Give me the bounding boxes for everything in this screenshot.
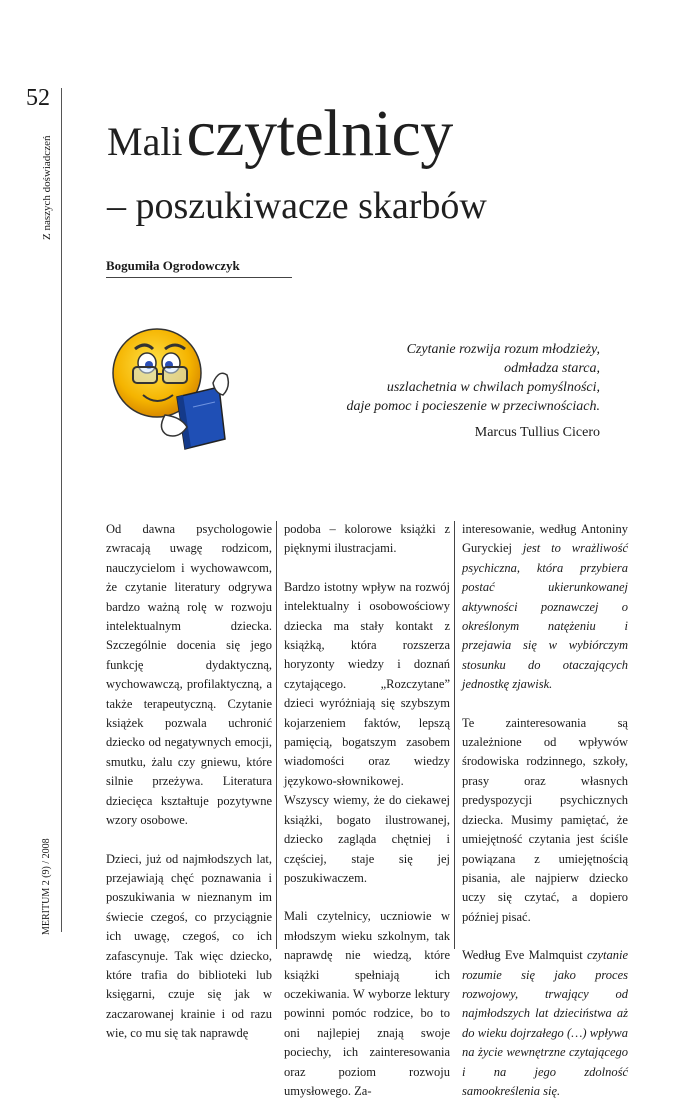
epigraph-line: odmładza starca, <box>504 361 600 376</box>
paragraph: Dzieci, już od najmłodszych lat, przejawiają chęć poznawania i poszukiwania w nieznanym im świecie czegoś, co przyciągnie ich uwagę, czegoś, co ich zafascynuje. Tak więc dziecko, które trafia do biblioteki lub księgarni, czuje się jak w zaczarowanej krainie i od razu wie, co mu się tak naprawdę <box>106 851 272 1041</box>
column-1 <box>106 520 272 1063</box>
paragraph <box>462 520 628 695</box>
article-author: Bogumiła Ogrodowczyk <box>106 258 292 278</box>
column-divider <box>454 521 455 949</box>
article-title <box>107 96 453 172</box>
title-big-word: czytelnicy <box>186 97 453 170</box>
column-divider <box>276 521 277 949</box>
issue-label: MERITUM 2 (9) / 2008 <box>41 838 52 935</box>
page-number: 52 <box>26 85 50 111</box>
title-small-word: Mali <box>107 119 183 164</box>
epigraph-line: Czytanie rozwija rozum młodzieży, <box>406 342 600 357</box>
reading-smiley-icon <box>107 327 239 450</box>
paragraph: podoba – kolorowe książki z pięknymi ilustracjami. <box>284 522 450 556</box>
epigraph-line: daje pomoc i pocieszenie w przeciwnościach. <box>346 399 600 414</box>
article-subtitle: – poszukiwacze skarbów <box>107 185 487 227</box>
epigraph-author: Marcus Tullius Cicero <box>474 425 600 440</box>
quoted-definition: czytanie rozumie się jako proces rozwojowy, trwający od najmłodszych lat dzieciństwa aż do wieku dojrzałego (…) wpływa na życie wewnętrzne czytającego i na jego zdolność samookreślenia się. <box>462 948 628 1098</box>
margin-rule <box>61 88 62 932</box>
epigraph <box>240 340 600 416</box>
quoted-definition: jest to wrażliwość psychiczna, która przybiera postać ukierunkowanej aktywności poznawczej o określonym natężeniu i przejawia się w wybiórczym stosunku do otaczających jednostkę zjawisk. <box>462 541 628 692</box>
paragraph: Te zainteresowania są uzależnione od wpływów środowiska rodzinnego, szkoły, prasy oraz własnych predyspozycji psychicznych dziecka. Musimy pamiętać, że umiejętność czytania jest ściśle powiązana z umiejętnością pisania, ale najpierw dziecko uczy się czytać, a dopiero później pisać. <box>462 715 628 924</box>
paragraph: Bardzo istotny wpływ na rozwój intelektualny i osobowościowy dziecka ma stały kontakt z książką, która rozszerza horyzonty wiedzy i doznań czytającego. „Rozczytane” dzieci wyróżniają się szybszym kojarzeniem faktów, lepszą pamięcią, bogatszym zasobem wiadomości oraz wiedzy językowo-słownikowej. Wszyscy wiemy, że do ciekawej książki, bogato ilustrowanej, dziecko zagląda chętniej i częściej, staje się jej poszukiwaczem. <box>284 579 450 885</box>
section-label: Z naszych doświadczeń <box>41 135 53 240</box>
paragraph-text: Według Eve Malmquist <box>462 948 588 963</box>
paragraph-text: interesowanie, według Antoniny Guryckiej <box>462 522 628 556</box>
paragraph: Od dawna psychologowie zwracają uwagę rodzicom, nauczycielom i wychowawcom, że czytanie literatury odgrywa bardzo ważną rolę w rozwoju intelektualnym dziecka. Szczególnie docenia się jego funkcję dydaktyczną, wychowawczą, profilaktyczną, a także terapeutyczną. Czytanie książek pozwala uchronić dziecko od negatywnych emocji, smutku, żalu czy gniewu, które silnie przeżywa. Literatura dziecięca kształtuje pozytywne wzory osobowe. <box>106 522 272 828</box>
column-2 <box>284 520 450 1120</box>
epigraph-line: uszlachetnia w chwilach pomyślności, <box>386 380 600 395</box>
column-3 <box>462 520 628 1120</box>
paragraph: Mali czytelnicy, uczniowie w młodszym wieku szkolnym, tak naprawdę nie wiedzą, które książki spełniają ich oczekiwania. W wyborze lektury powinni pomóc rodzice, bo to oni najlepiej znają swoje pociechy, ich zainteresowania oraz poziom rozwoju umysłowego. Za- <box>284 909 450 1098</box>
